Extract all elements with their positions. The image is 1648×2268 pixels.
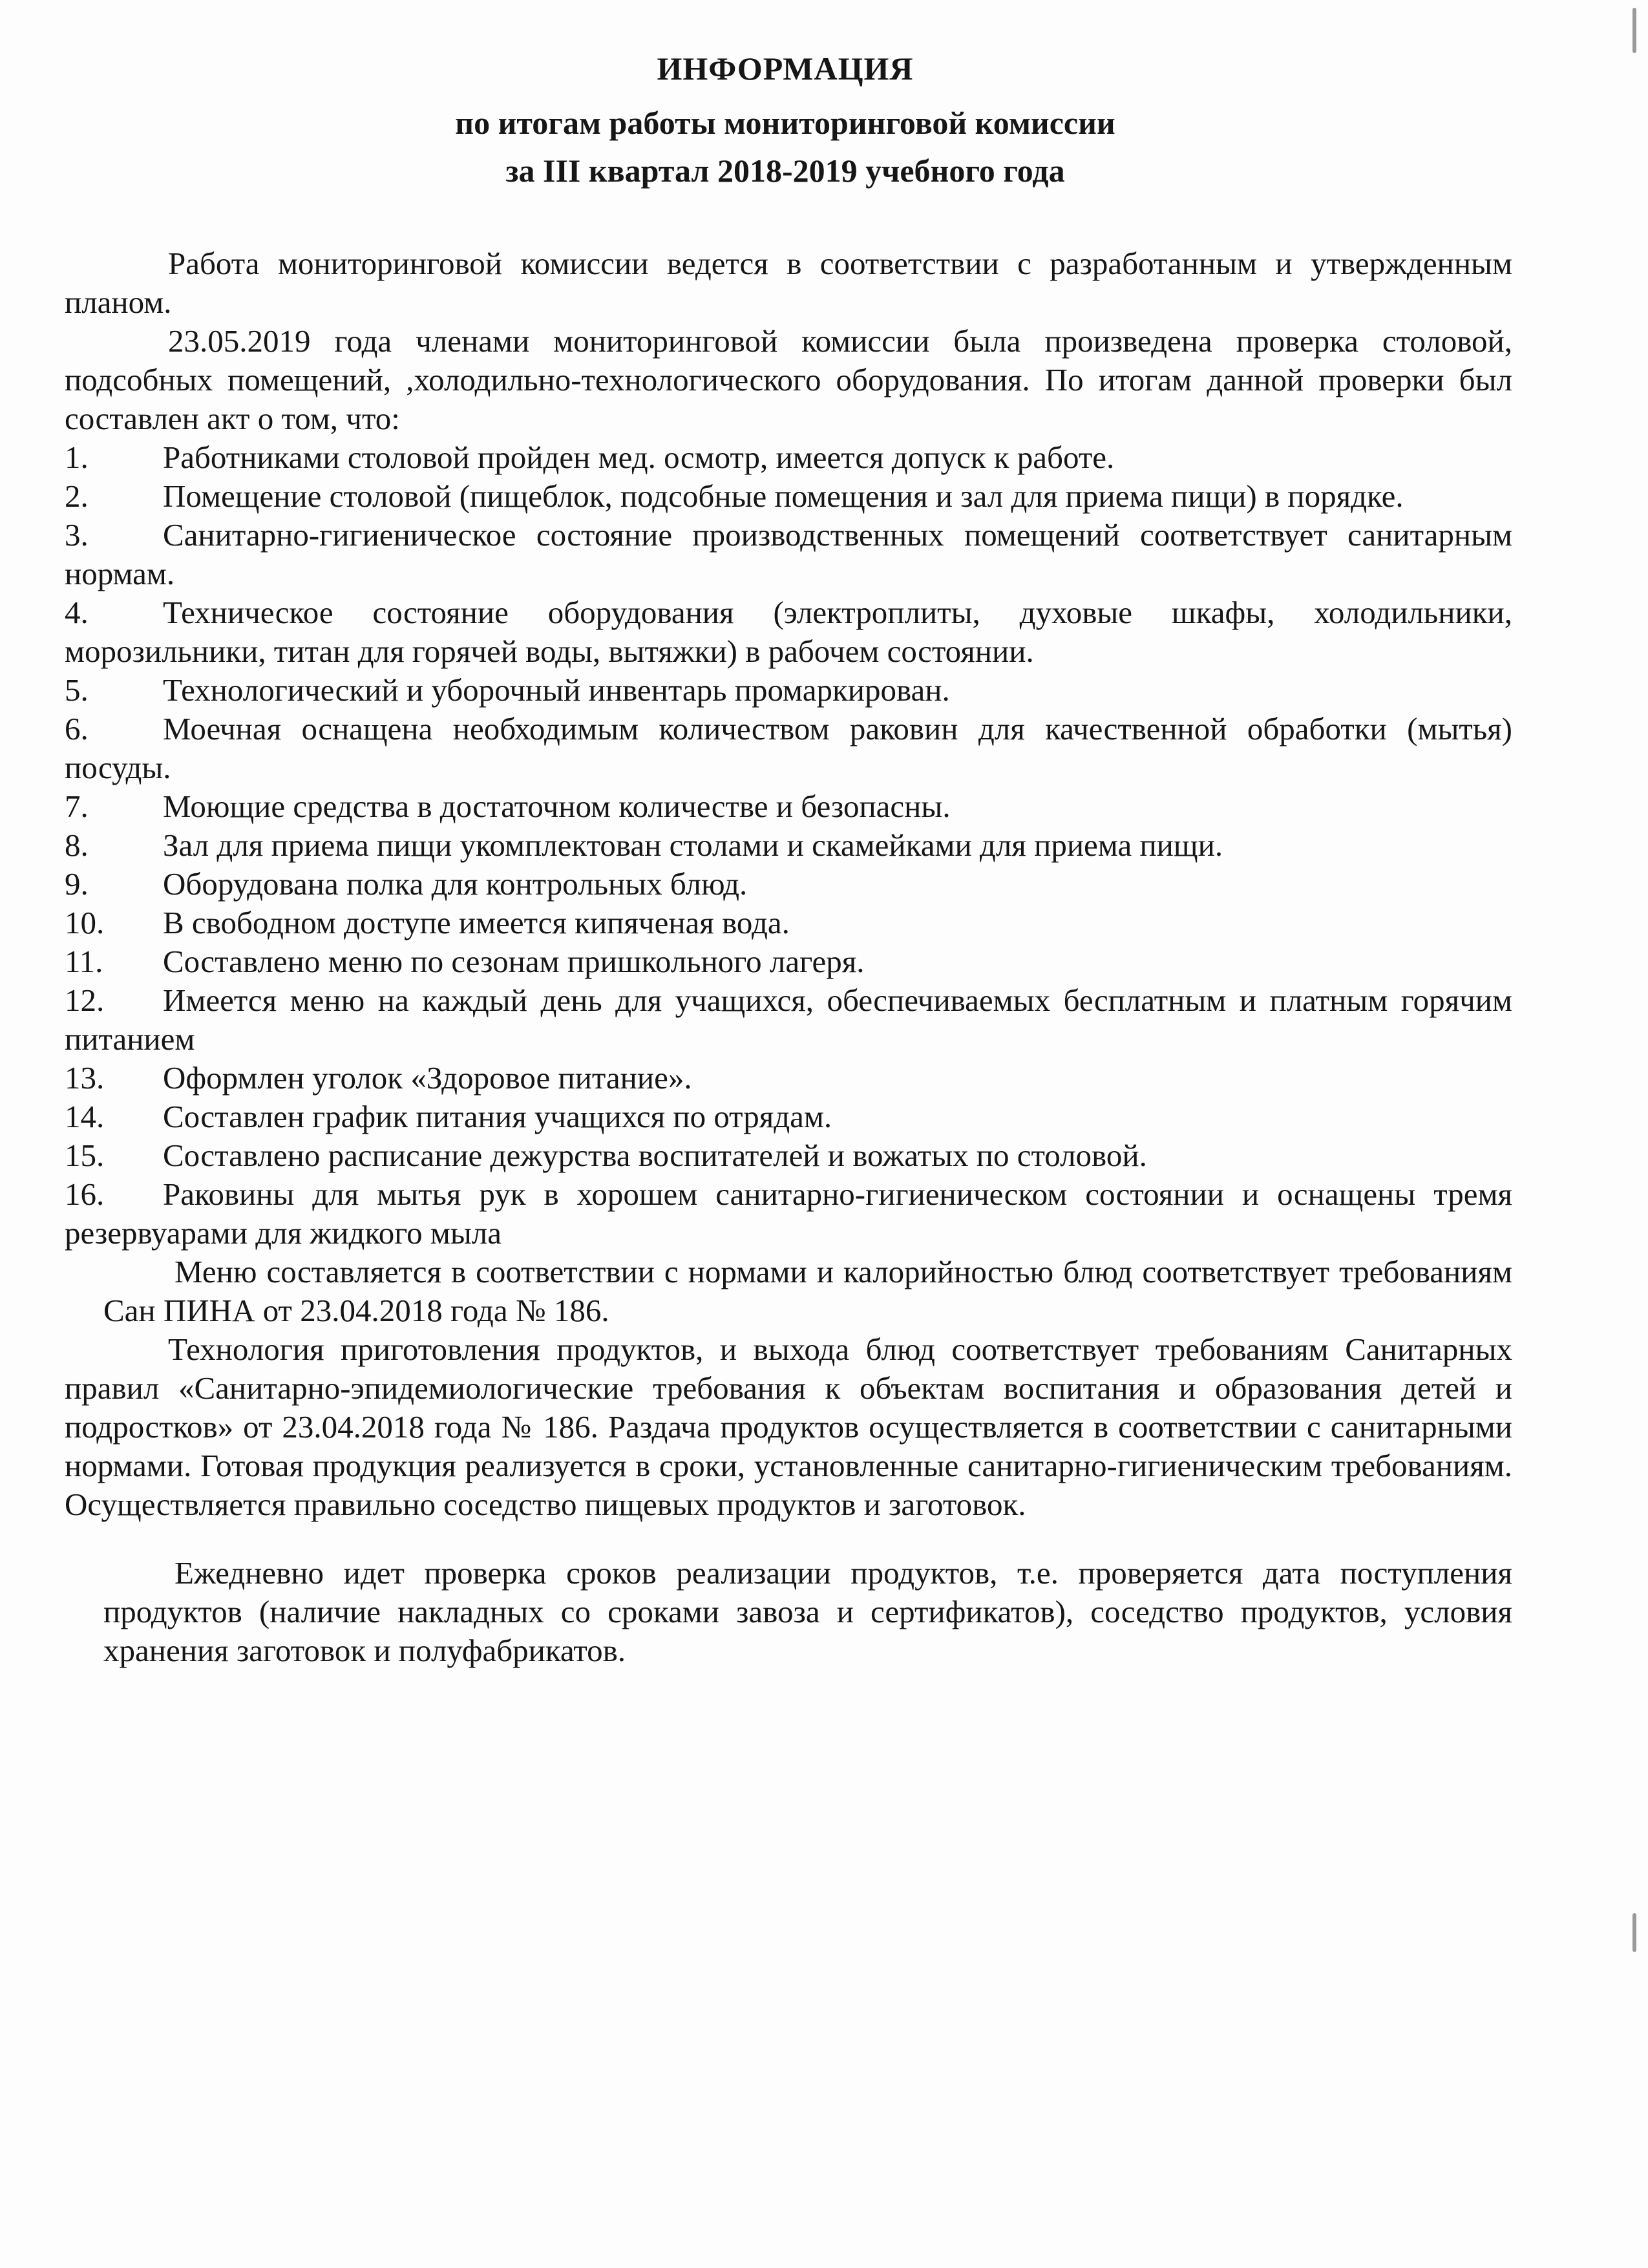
list-item-text: Имеется меню на каждый день для учащихся, обеспечиваемых бесплатным и платным горячим питанием <box>65 982 1512 1057</box>
list-item <box>65 593 1512 671</box>
list-item-number: 6. <box>65 711 89 747</box>
list-item-text: Составлен график питания учащихся по отрядам. <box>163 1099 832 1134</box>
list-item-number: 14. <box>65 1099 105 1134</box>
intro-paragraph: Работа мониторинговой комиссии ведется в соответствии с разработанным и утвержденным планом. <box>65 246 1512 320</box>
list-item <box>65 787 1512 826</box>
technology-paragraph: Технология приготовления продуктов, и выхода блюд соответствует требованиям Санитарных правил «Санитарно-эпидемиологические требования к объектам воспитания и образования детей и подростков» от 23.04.2018 года № 186. Раздача продуктов осуществляется в соответствии с санитарными нормами. Готовая продукция реализуется в сроки, установленные санитарно-гигиеническим требованиям. Осуществляется правильно соседство пищевых продуктов и заготовок. <box>65 1331 1512 1522</box>
document-subtitle-line-1: по итогам работы мониторинговой комиссии <box>455 105 1115 141</box>
list-item <box>65 1097 1512 1136</box>
menu-paragraph: Меню составляется в соответствии с нормами и калорийностью блюд соответствует требованиям Сан ПИНА от 23.04.2018 года № 186. <box>103 1254 1512 1328</box>
list-item-number: 8. <box>65 827 89 863</box>
list-item-text: В свободном доступе имеется кипяченая вода. <box>163 905 790 940</box>
list-item <box>65 1136 1512 1175</box>
list-item-number: 13. <box>65 1060 105 1096</box>
list-item-text: Зал для приема пищи укомплектован столами и скамейками для приема пищи. <box>163 827 1223 863</box>
list-item-text: Составлено расписание дежурства воспитателей и вожатых по столовой. <box>163 1138 1147 1173</box>
list-item-number: 10. <box>65 905 105 940</box>
document-title: ИНФОРМАЦИЯ <box>657 50 914 87</box>
list-item-number: 11. <box>65 944 103 979</box>
list-item <box>65 904 1512 942</box>
inspection-paragraph: 23.05.2019 года членами мониторинговой комиссии была произведена проверка столовой, подсобных помещений, ,холодильно-технологического оборудования. По итогам данной проверки был составлен акт о том, что: <box>65 323 1512 436</box>
scan-edge-mark <box>1632 1913 1636 1952</box>
list-item <box>65 477 1512 516</box>
list-item-text: Техническое состояние оборудования (электроплиты, духовые шкафы, холодильники, морозильники, титан для горячей воды, вытяжки) в рабочем состоянии. <box>65 595 1512 669</box>
list-item <box>65 981 1512 1059</box>
list-item-number: 5. <box>65 672 89 708</box>
list-item-text: Оборудована полка для контрольных блюд. <box>163 866 748 902</box>
list-item-number: 3. <box>65 517 89 553</box>
document-subtitle-line-2: за III квартал 2018-2019 учебного года <box>505 153 1065 189</box>
list-item-text: Работниками столовой пройден мед. осмотр, имеется допуск к работе. <box>163 440 1115 475</box>
list-item <box>65 671 1512 710</box>
list-item-number: 1. <box>65 440 89 475</box>
list-item-text: Помещение столовой (пищеблок, подсобные помещения и зал для приема пищи) в порядке. <box>163 478 1404 514</box>
scan-edge-mark <box>1632 8 1636 53</box>
list-item-number: 4. <box>65 595 89 630</box>
list-item-text: Раковины для мытья рук в хорошем санитарно-гигиеническом состоянии и оснащены тремя резервуарами для жидкого мыла <box>65 1176 1512 1251</box>
list-item <box>65 516 1512 593</box>
list-item-text: Моечная оснащена необходимым количеством раковин для качественной обработки (мытья) посуды. <box>65 711 1512 785</box>
list-item-text: Технологический и уборочный инвентарь промаркирован. <box>163 672 950 708</box>
list-item <box>65 1175 1512 1253</box>
list-item <box>65 826 1512 865</box>
list-item-text: Моющие средства в достаточном количестве и безопасны. <box>163 789 951 824</box>
list-item <box>65 710 1512 787</box>
list-item <box>65 865 1512 904</box>
findings-list <box>65 438 1512 1253</box>
paragraph-gap <box>65 1524 1512 1554</box>
document-body <box>65 244 1512 1670</box>
list-item-text: Оформлен уголок «Здоровое питание». <box>163 1060 692 1096</box>
list-item-text: Составлено меню по сезонам пришкольного лагеря. <box>163 944 865 979</box>
list-item-number: 15. <box>65 1138 105 1173</box>
list-item-number: 12. <box>65 982 105 1018</box>
list-item-text: Санитарно-гигиеническое состояние производственных помещений соответствует санитарным нормам. <box>65 517 1512 591</box>
daily-check-paragraph: Ежедневно идет проверка сроков реализации продуктов, т.е. проверяется дата поступления продуктов (наличие накладных со сроками завоза и сертификатов), соседство продуктов, условия хранения заготовок и полуфабрикатов. <box>103 1555 1512 1668</box>
list-item-number: 16. <box>65 1176 105 1212</box>
list-item <box>65 942 1512 981</box>
list-item-number: 9. <box>65 866 89 902</box>
list-item-number: 7. <box>65 789 89 824</box>
list-item <box>65 1059 1512 1097</box>
list-item <box>65 438 1512 477</box>
list-item-number: 2. <box>65 478 89 514</box>
